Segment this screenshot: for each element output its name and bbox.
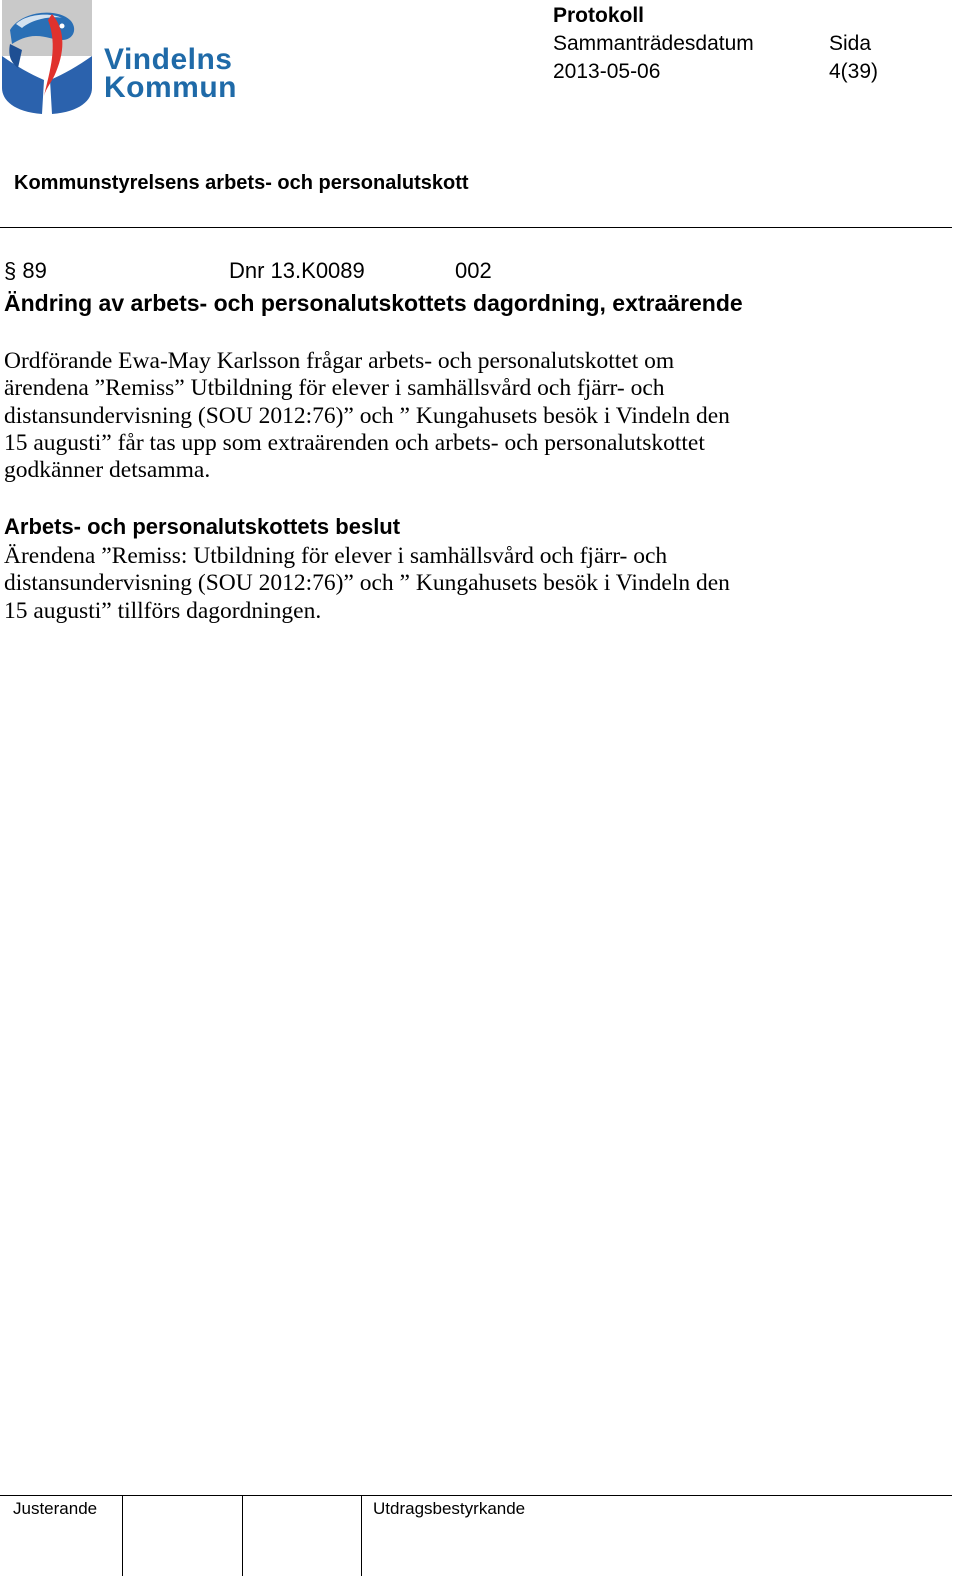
- utdragsbestyrkande-label: Utdragsbestyrkande: [373, 1499, 526, 1518]
- decision-heading: Arbets- och personalutskottets beslut: [4, 514, 401, 539]
- body-line: ärendena ”Remiss” Utbildning för elever i samhällsvård och fjärr- och: [4, 375, 665, 402]
- footer-divider: [0, 1495, 952, 1496]
- decision-line: 15 augusti” tillförs dagordningen.: [4, 597, 322, 624]
- signature-box-divider: [242, 1496, 243, 1576]
- case-code: 002: [455, 258, 492, 283]
- logo-text-line1: Vindelns: [104, 43, 233, 76]
- signature-box-divider: [122, 1496, 123, 1576]
- meeting-date-label: Sammanträdesdatum: [553, 32, 754, 55]
- committee-name: Kommunstyrelsens arbets- och personalutskott: [14, 172, 469, 194]
- municipality-logo: [0, 0, 250, 120]
- body-paragraph: [4, 348, 874, 484]
- decision-paragraph: [4, 543, 874, 625]
- page-number: 4(39): [829, 60, 879, 83]
- decision-line: Ärendena ”Remiss: Utbildning för elever i samhällsvård och fjärr- och: [4, 543, 668, 569]
- body-line: 15 augusti” får tas upp som extraärenden och arbets- och personalutskottet: [4, 429, 705, 456]
- body-line: Ordförande Ewa-May Karlsson frågar arbets- och personalutskottet om: [4, 348, 675, 374]
- decision-line: distansundervisning (SOU 2012:76)” och ” Kungahusets besök i Vindeln den: [4, 570, 730, 597]
- diary-number: Dnr 13.K0089: [229, 258, 365, 283]
- signature-box-divider: [361, 1496, 362, 1576]
- coat-of-arms-icon: [0, 0, 96, 116]
- body-line: godkänner detsamma.: [4, 457, 211, 484]
- meeting-date-value: 2013-05-06: [553, 60, 661, 83]
- page-label: Sida: [829, 32, 872, 55]
- header-divider: [0, 227, 952, 228]
- body-line: distansundervisning (SOU 2012:76)” och ” Kungahusets besök i Vindeln den: [4, 402, 730, 429]
- document-type: Protokoll: [553, 4, 645, 27]
- section-title: Ändring av arbets- och personalutskottets dagordning, extraärende: [4, 290, 743, 316]
- justerande-label: Justerande: [13, 1499, 98, 1518]
- logo-text-line2: Kommun: [104, 71, 237, 104]
- paragraph-number: § 89: [4, 258, 47, 283]
